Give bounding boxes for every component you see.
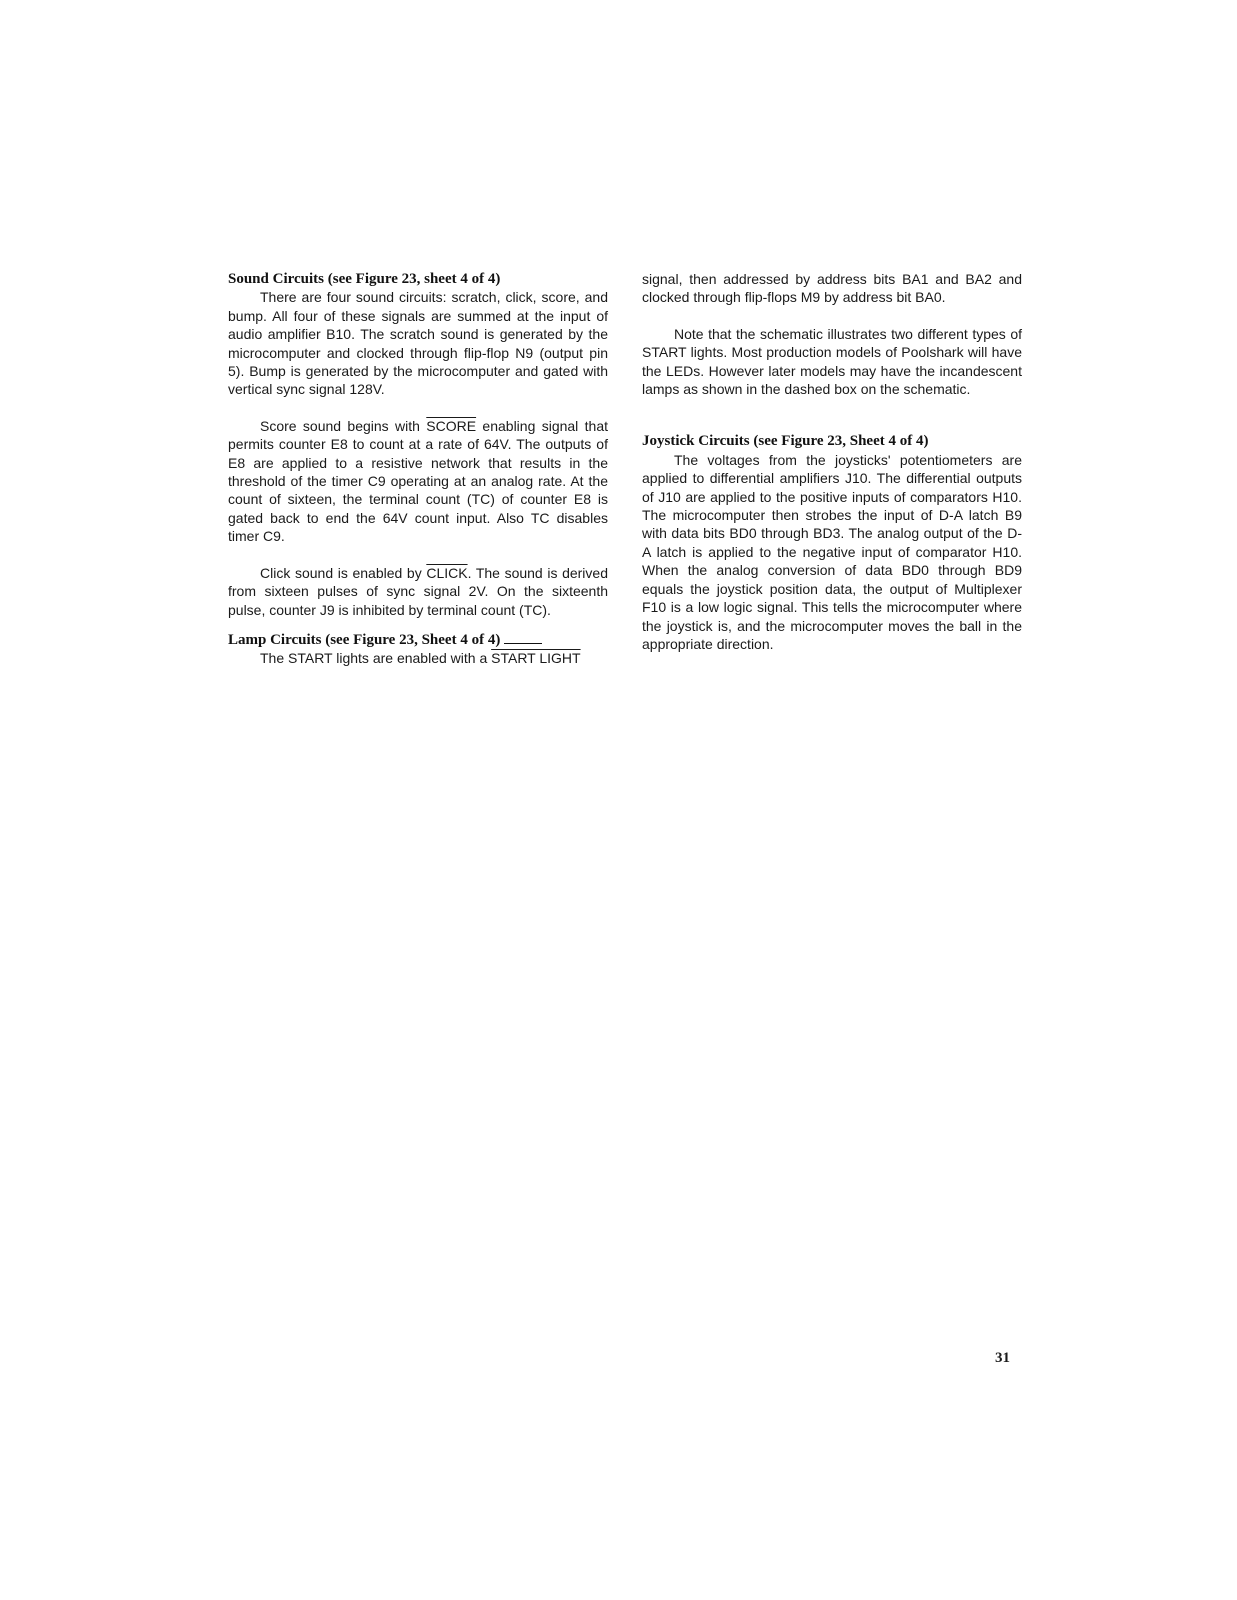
continuation-paragraph: signal, then addressed by address bits BA1 and BA2 and clocked through flip-flops M9 by address bit BA0. <box>642 271 1022 306</box>
score-signal: SCORE <box>426 417 477 434</box>
click-signal: CLICK <box>426 564 468 581</box>
joystick-paragraph-1: The voltages from the joysticks' potentiometers are applied to differential amplifiers J10. The differential outputs of J10 are applied to the positive inputs of comparators H10. The microcomputer then strobes the input of D-A latch B9 with data bits BD0 through BD3. The analog output of the D-A latch is applied to the negative input of comparator H10. When the analog conversion of data BD0 through BD9 equals the joystick position data, the output of Multiplexer F10 is a low logic signal. This tells the microcomputer where the joystick is, and the microcomputer moves the ball in the appropriate direction. <box>642 451 1022 652</box>
lamp-circuits-heading <box>228 631 608 649</box>
sound-paragraph-1: There are four sound circuits: scratch, click, score, and bump. All four of these signals are summed at the input of audio amplifier B10. The scratch sound is generated by the microcomputer and clocked through flip-flop N9 (output pin 5). Bump is generated by the microcomputer and gated with vertical sync signal 128V. <box>228 289 608 398</box>
text-run: The START lights are enabled with a <box>260 650 492 667</box>
sound-paragraph-3 <box>228 564 608 619</box>
left-column <box>228 270 608 668</box>
start-light-signal: START LIGHT <box>491 650 581 667</box>
heading-rule <box>504 631 542 644</box>
text-run: . The sound is derived from sixteen pulses of sync signal 2V. On the sixteenth pulse, counter J9 is inhibited by terminal count (TC). <box>228 564 608 618</box>
sound-circuits-heading: Sound Circuits (see Figure 23, sheet 4 of 4) <box>228 271 501 287</box>
note-paragraph: Note that the schematic illustrates two different types of START lights. Most production models of Poolshark will have the LEDs. However later models may have the incandescent lamps as shown in the dashed box on the schematic. <box>642 325 1022 398</box>
sound-paragraph-2 <box>228 417 608 546</box>
lamp-heading-text: Lamp Circuits (see Figure 23, Sheet 4 of 4) <box>228 631 501 648</box>
right-column <box>642 270 1022 653</box>
text-run: Score sound begins with <box>260 417 427 434</box>
text-run: Click sound is enabled by <box>260 564 427 581</box>
text-run: enabling signal that permits counter E8 to count at a rate of 64V. The outputs of E8 are applied to a resistive network that results in the threshold of the timer C9 operating at an analog rate. At the count of sixteen, the terminal count (TC) of counter E8 is gated back to end the 64V count input. Also TC disables timer C9. <box>228 417 608 545</box>
joystick-circuits-heading: Joystick Circuits (see Figure 23, Sheet 4 of 4) <box>642 433 929 450</box>
page-number: 31 <box>995 1350 1010 1366</box>
lamp-paragraph-1 <box>228 649 608 667</box>
